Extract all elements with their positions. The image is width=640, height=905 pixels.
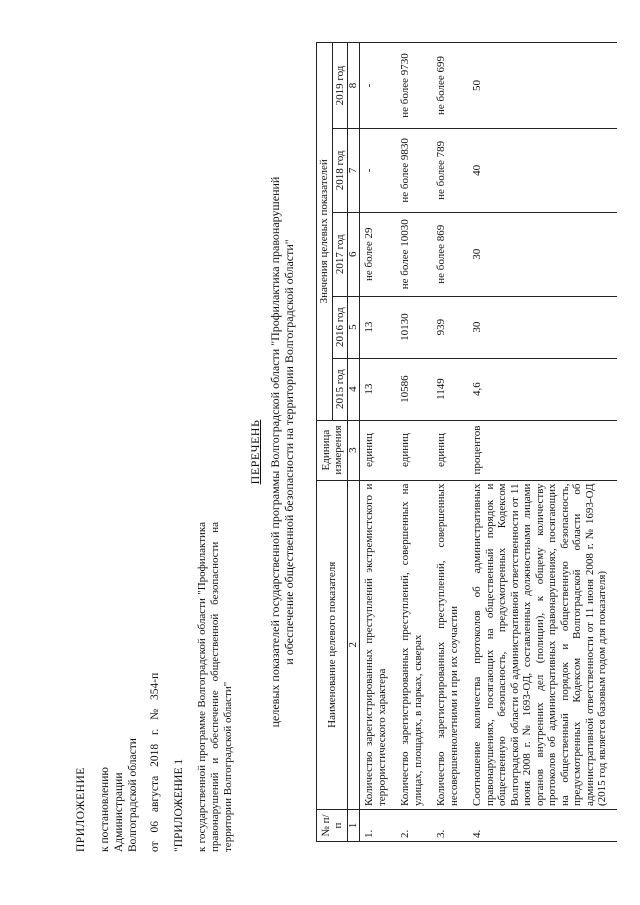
column-number: 7 <box>348 128 360 212</box>
table-row <box>360 43 397 842</box>
value-2019: - <box>360 43 397 129</box>
header-year: 2018 год <box>332 128 348 212</box>
indicator-name: Количество зарегистрированных преступлений экстремистского и террористического характера <box>360 480 397 810</box>
value-2016: 13 <box>360 296 397 358</box>
value-2015: 10586 <box>396 358 432 420</box>
appendix-title: ПРИЛОЖЕНИЕ <box>75 767 87 852</box>
column-number: 8 <box>348 43 360 129</box>
unit-cell: единиц <box>396 420 432 480</box>
title-line-2: и обеспечение общественной безопасности на территории Волгоградской области" <box>282 239 296 665</box>
column-numbers-row <box>348 43 360 842</box>
indicator-name: Соотношение количества протоколов об административных правонарушениях, посягающих на общественный порядок и общественную безопасность, предусмотренных Кодексом Волгоградской области об административной ответственности от 11 июня 2008 г. № 1693-ОД, составленных должностными лицами органов внутренних дел (полиции), к общему количеству протоколов об административных правонарушениях, посягающих на общественный порядок и общественную безопасность, предусмотренных Кодексом Волгоградской области об административной ответственности от 11 июня 2008 г. № 1693-ОД (2015 год является базовым годом для показателя) <box>468 480 617 810</box>
administration-label: Администрации <box>113 772 125 852</box>
value-2018: - <box>360 128 397 212</box>
column-number: 3 <box>348 420 360 480</box>
header-unit: Единица измерения <box>317 420 348 480</box>
rotated-document-page <box>20 12 620 892</box>
header-year: 2015 год <box>332 358 348 420</box>
header-name: Наименование целевого показателя <box>317 480 348 810</box>
table-row <box>396 43 432 842</box>
decree-date-number: от 06 августа 2018 г. № 354-п <box>149 672 161 852</box>
unit-cell: единиц <box>360 420 397 480</box>
header-year: 2016 год <box>332 296 348 358</box>
column-number: 1 <box>348 810 360 842</box>
column-number: 4 <box>348 358 360 420</box>
column-number: 5 <box>348 296 360 358</box>
value-2019: не более 699 <box>432 43 468 129</box>
appendix-header <box>74 522 235 852</box>
indicator-name: Количество зарегистрированных преступлений, совершенных несовершеннолетними и при их соучастии <box>432 480 468 810</box>
value-2017: не более 869 <box>432 212 468 296</box>
indicator-name: Количество зарегистрированных преступлений, совершенных на улицах, площадях, в парках, скверах <box>396 480 432 810</box>
value-2018: не более 9830 <box>396 128 432 212</box>
value-2015: 13 <box>360 358 397 420</box>
value-2018: не более 789 <box>432 128 468 212</box>
table-row <box>432 43 468 842</box>
value-2019: не более 9730 <box>396 43 432 129</box>
value-2017: не более 29 <box>360 212 397 296</box>
indicators-table <box>316 42 617 842</box>
appendix1-title: "ПРИЛОЖЕНИЕ 1 <box>173 758 185 852</box>
header-year: 2017 год <box>332 212 348 296</box>
column-number: 2 <box>348 480 360 810</box>
row-number: 2. <box>396 810 432 842</box>
region-label: Волгоградской области <box>127 738 139 852</box>
value-2017: 30 <box>468 212 617 296</box>
table-row <box>468 43 617 842</box>
value-2019: 50 <box>468 43 617 129</box>
unit-cell: единиц <box>432 420 468 480</box>
decree-reference: к постановлению <box>99 767 111 852</box>
header-year: 2019 год <box>332 43 348 129</box>
header-row <box>317 43 333 842</box>
value-2016: 939 <box>432 296 468 358</box>
value-2015: 4,6 <box>468 358 617 420</box>
title-line-1: целевых показателей государственной программы Волгоградской области "Профилактика правонарушений <box>268 176 282 728</box>
column-number: 6 <box>348 212 360 296</box>
document-title <box>248 52 296 852</box>
program-reference: к государственной программе Волгоградской области "Профилактика правонарушений и обеспечение общественной безопасности на территории Волгоградской области" <box>196 522 234 852</box>
row-number: 3. <box>432 810 468 842</box>
perechen-heading: ПЕРЕЧЕНЬ <box>248 419 262 485</box>
value-2016: 10130 <box>396 296 432 358</box>
value-2018: 40 <box>468 128 617 212</box>
row-number: 1. <box>360 810 397 842</box>
value-2015: 1149 <box>432 358 468 420</box>
value-2016: 30 <box>468 296 617 358</box>
unit-cell: процентов <box>468 420 617 480</box>
header-num: № п/п <box>317 810 348 842</box>
row-number: 4. <box>468 810 617 842</box>
value-2017: не более 10030 <box>396 212 432 296</box>
header-values-group: Значения целевых показателей <box>317 43 333 421</box>
